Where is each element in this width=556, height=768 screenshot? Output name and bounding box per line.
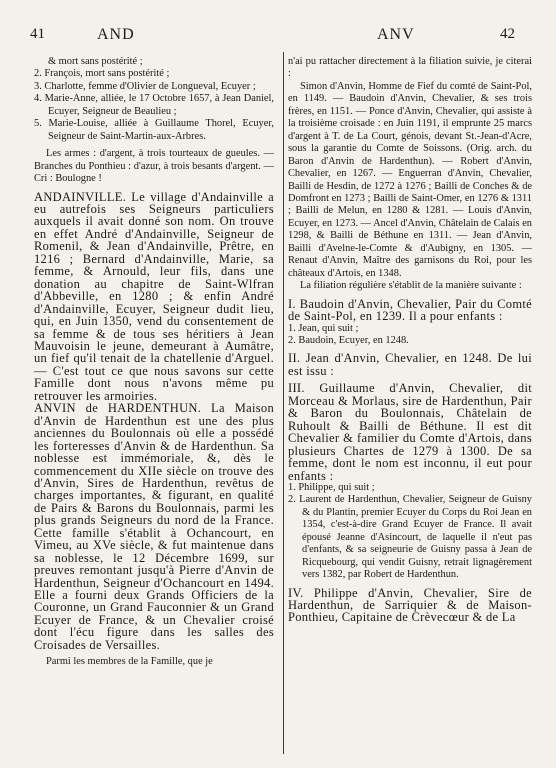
list-item: 2. Baudoin, Ecuyer, en 1248. [288, 334, 409, 346]
paragraph: ANDAINVILLE. Le village d'Andainville a eu autrefois ses Seigneurs particuliers auxquels il avait donné son nom. On trouve en effet André d'Andainville, Seigneur de Romenil, & Jean d'Andainville, Prêtre, en 1216 ; Bernard d'Andainville, Marie, sa femme, & Arnould, leur fils, dans une donation au chapitre de Saint-Wlfran d'Abbeville, en 1280 ; & enfin André d'Andainville, Ecuyer, Seigneur dudit lieu, qui, en Juin 1350, vend du consentement de sa femme & de tous ses héritiers à Jean Mauvoisin le jeune, demeurant à Aumâtre, un fief qu'il tenait de la chatellenie d'Arguel. — C'est tout ce que nous savons sur cette Famille dont nous n'avons même pu retrouver les armoiries. [34, 189, 274, 403]
running-head-right: ANV [377, 26, 415, 43]
list-item: 2. François, mort sans postérité ; [34, 68, 170, 80]
right-column [288, 56, 532, 624]
paragraph: IV. Philippe d'Anvin, Chevalier, Sire de Hardenthun, de Sarriquier & de Maison-Ponthieu, Capitaine de Crèvecœur & de La [288, 585, 532, 625]
page-number-right: 42 [500, 26, 515, 42]
list-item: 5. Marie-Louise, alliée à Guillaume Thorel, Ecuyer, Seigneur de Saint-Martin-aux-Arbres. [34, 118, 274, 142]
left-column [34, 56, 274, 669]
list-item: 3. Charlotte, femme d'Olivier de Longueval, Ecuyer ; [34, 80, 256, 92]
running-head-left: AND [97, 26, 135, 43]
column-divider [283, 52, 284, 754]
paragraph: n'ai pu rattacher directement à la filiation suivie, je citerai : [288, 56, 532, 80]
paragraph: Simon d'Anvin, Homme de Fief du comté de Saint-Pol, en 1149. — Baudoin d'Anvin, Chevalier, & ses trois frères, en 1151. — Ponce d'Anvin, Chevalier, qui assiste à la troisième croisade : en Juin 1191, il emprunte 25 marcs d'argent à T. de La Court, génois, devant St.-Jean-d'Acre, sous la garantie du Comte de Soissons. (Orig. arch. du Baron d'Anvin de Hardenthun). — Robert d'Anvin, Chevalier, en 1267. — Enguerran d'Anvin, Chevalier, Bailli de Hesdin, de 1272 à 1276 ; Bailli de Conches & de Domfront en 1273 ; Bailli de Saint-Omer, en 1276 & 1311 ; Bailli de Melun, en 1280 & 1281. — Louis d'Anvin, Ecuyer, en 1273. — Ancel d'Anvin, Châtelain de Calais en 1298, & Bailli de Béthune en 1311. — Jean d'Anvin, Bailli d'Avelne-le-Comte & d'Aubigny, en 1305. — Renaut d'Anvin, Maître des garnisons du Roi, pour les châteaux d'Artois, en 1348. [288, 80, 532, 279]
list-item: 1. Philippe, qui suit ; [288, 481, 375, 493]
paragraph: III. Guillaume d'Anvin, Chevalier, dit Morceau & Morlaus, sire de Hardenthun, Pair & Baron du Boulonnais, Châtelain de Ruhoult & Bailli de Béthune. Il est dit Chevalier & familier du Comte d'Artois, dans plusieurs Chartes de 1279 à 1300. De sa femme, dont le nom est inconnu, il eut pour enfants : [288, 381, 532, 483]
list-item: & mort sans postérité ; [48, 56, 143, 67]
list-item: 1. Jean, qui suit ; [288, 322, 359, 334]
page-number-left: 41 [30, 26, 45, 42]
paragraph: I. Baudoin d'Anvin, Chevalier, Pair du Comté de Saint-Pol, en 1239. Il a pour enfants : [288, 296, 532, 324]
paragraph: Les armes : d'argent, à trois tourteaux de gueules. — Branches du Ponthieu : d'azur, à trois besants d'argent. — Cri : Boulogne ! [34, 148, 274, 185]
list-item: 2. Laurent de Hardenthun, Chevalier, Seigneur de Guisny & du Plantin, premier Ecuyer du Corps du Roi Jean en 1354, c'est-à-dire Grand Ecuyer de France. Il avait épousé Jeanne d'Asincourt, de laquelle il n'eut pas d'enfants, & sa seigneurie de Guisny passa à Jean de Ricquebourg, qui vendit Guisny, retrait lignagèrement vers 1382, par Robert de Hardenthun. [288, 494, 532, 581]
paragraph: Parmi les membres de la Famille, que je [46, 656, 213, 668]
paragraph: La filiation régulière s'établit de la manière suivante : [300, 280, 522, 292]
paragraph: II. Jean d'Anvin, Chevalier, en 1248. De lui est issu : [288, 351, 532, 378]
list-item: 4. Marie-Anne, alliée, le 17 Octobre 1657, à Jean Daniel, Ecuyer, Seigneur de Beaulieu ; [34, 93, 274, 117]
paragraph: ANVIN de HARDENTHUN. La Maison d'Anvin de Hardenthun est une des plus anciennes du Boulonnais où elle a possédé les forteresses d'Anvin & de Hardenthun. Sa noblesse est immémoriale, &, dès le commencement du XIIe siècle on trouve des d'Anvin, Sires de Hardenthun, revêtus de charges importantes, & figurant, en qualité de Pairs & Barons du Boulonnais, parmi les plus grands Seigneurs du nord de la France. Cette famille s'établit à Ochancourt, en Vimeu, au XVe siècle, & fut maintenue dans sa noblesse, le 12 Décembre 1699, sur preuves remontant jusqu'à Pierre d'Anvin de Hardenthun, Seigneur d'Ochancourt en 1494. Elle a fourni deux Grands Officiers de la Couronne, un Grand Fauconnier & un Grand Ecuyer de France, & un Chevalier croisé dont l'écu figure dans les salles des Croisades de Versailles. [34, 401, 274, 652]
